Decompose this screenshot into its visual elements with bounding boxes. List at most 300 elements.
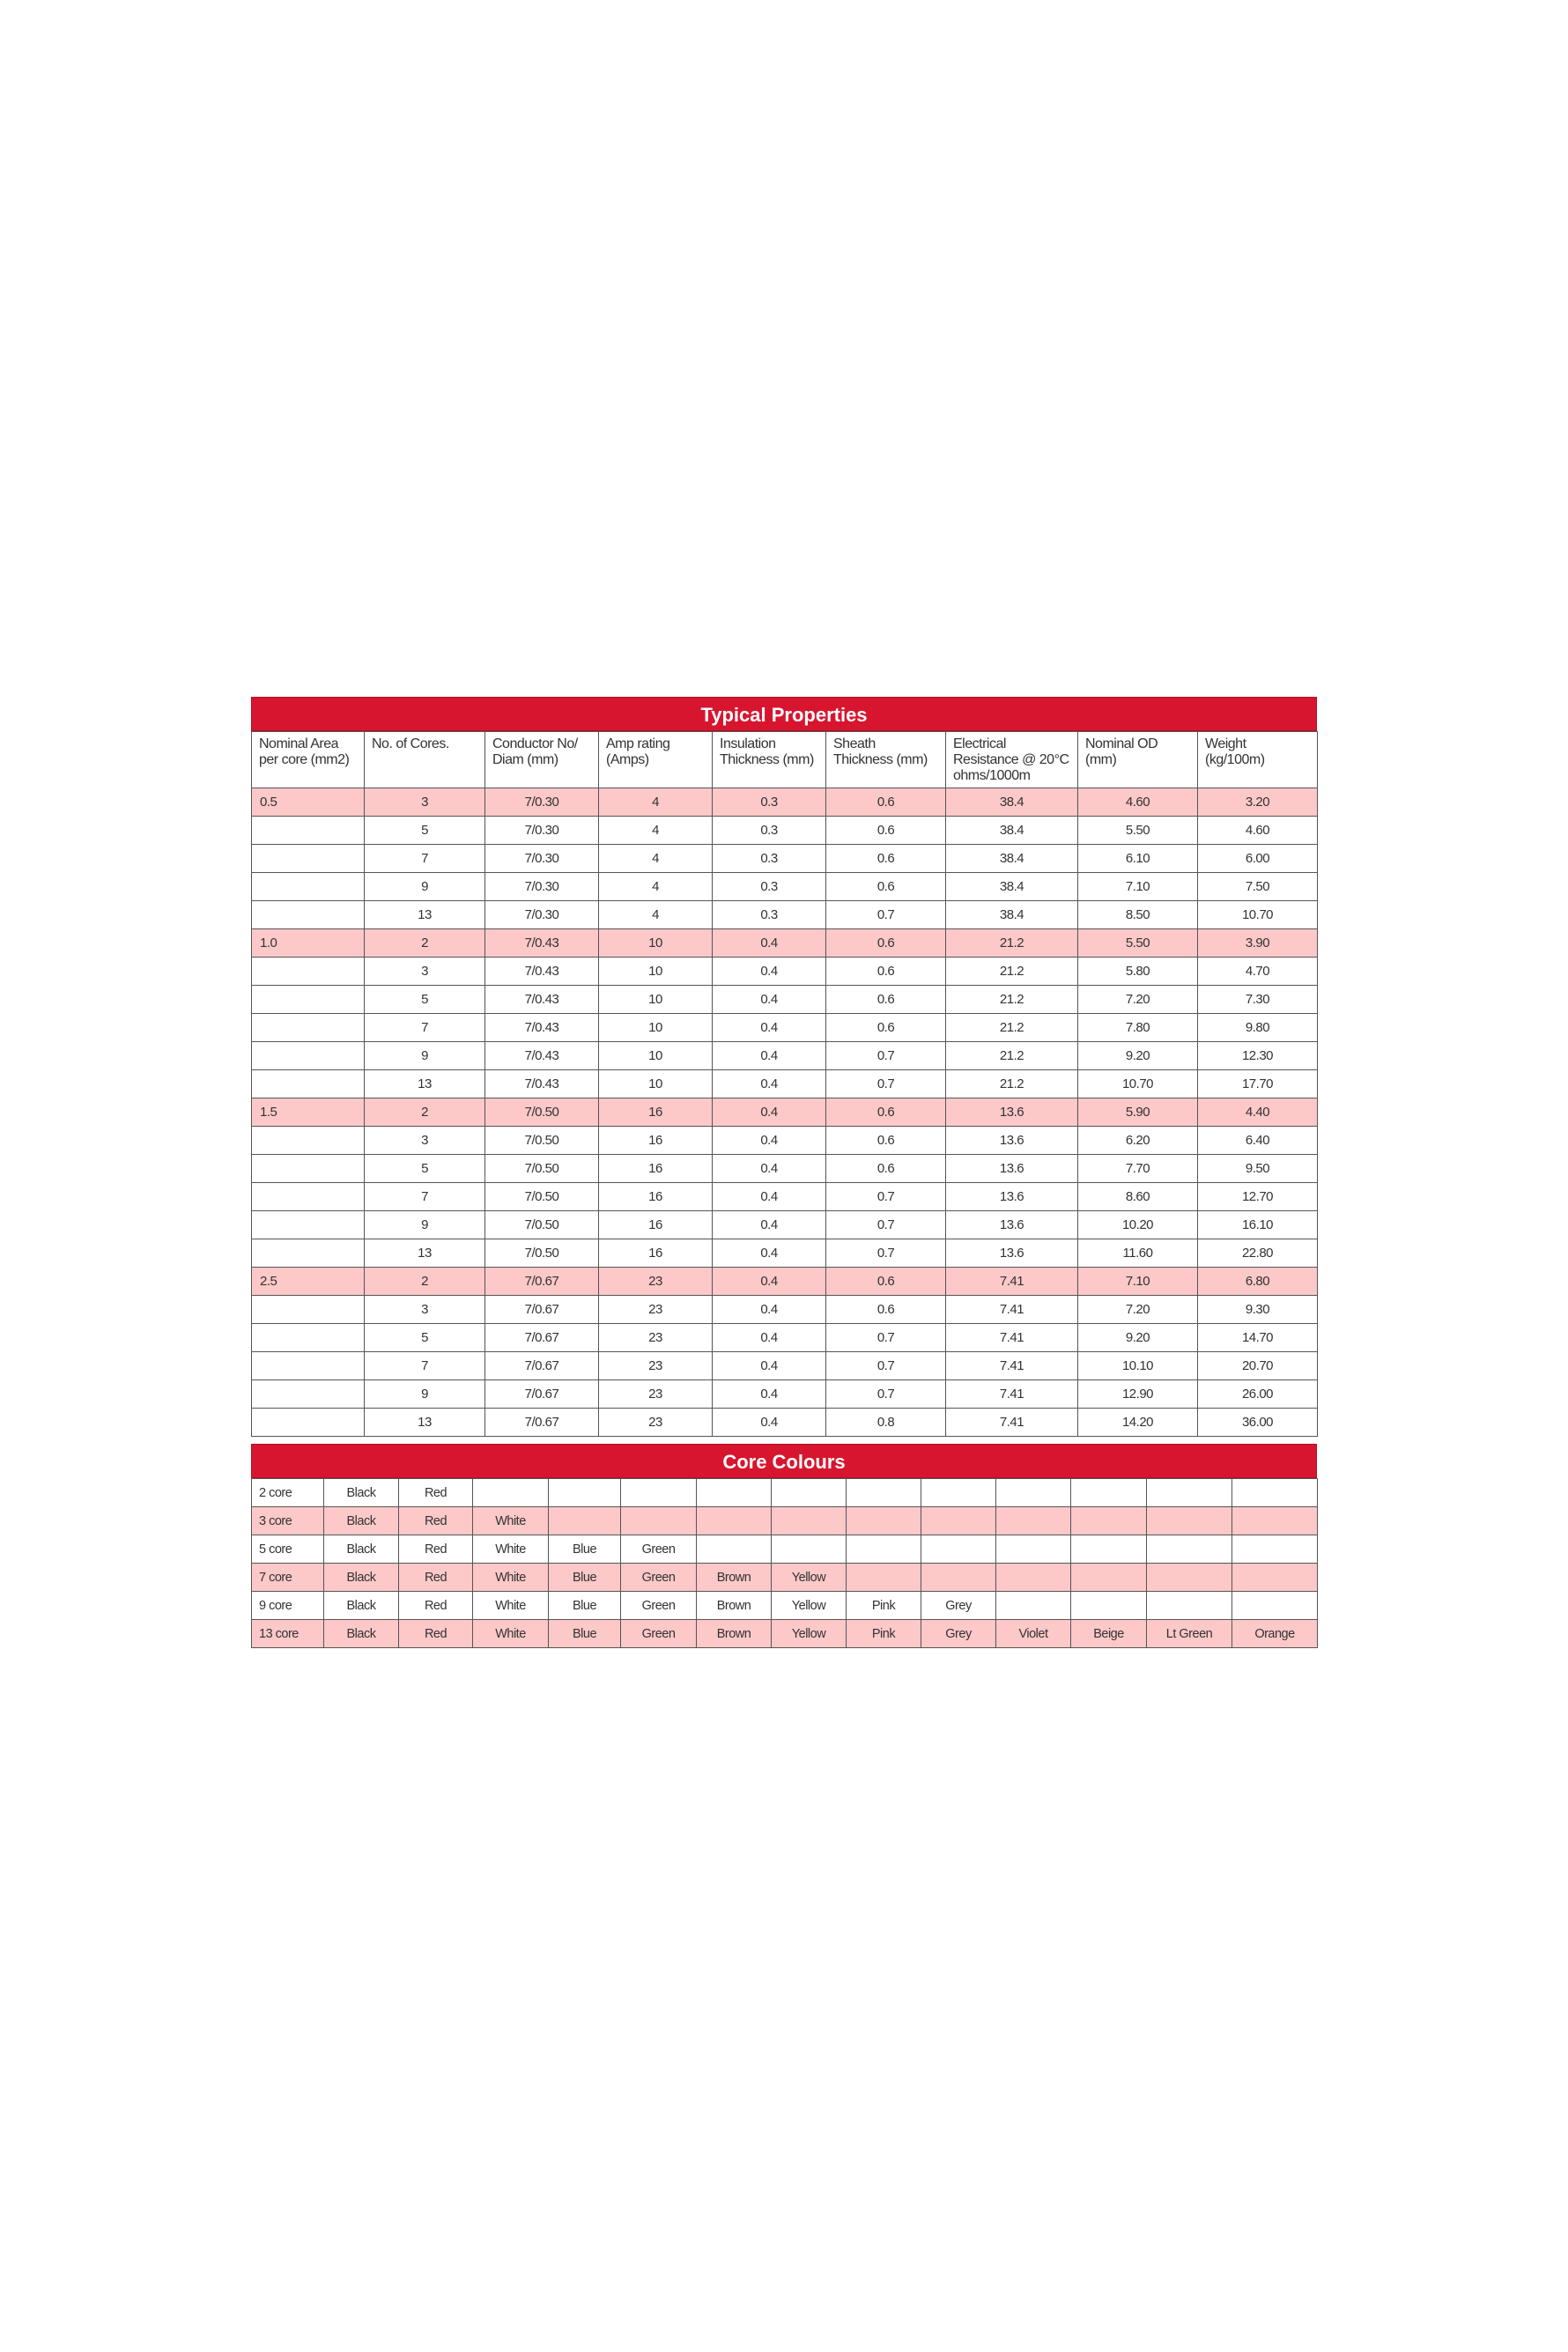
table-cell: 7 [365,1014,485,1042]
table-cell [252,958,365,986]
core-count-label: 7 core [252,1564,324,1592]
table-cell: 38.4 [946,845,1078,873]
table-cell: 7.70 [1078,1155,1198,1183]
table-cell: 13.6 [946,1183,1078,1211]
table-cell: 7.10 [1078,873,1198,901]
table-cell: 7.41 [946,1296,1078,1324]
colour-cell [847,1535,921,1564]
column-header [946,732,1078,788]
table-cell: 0.3 [713,817,826,845]
colour-cell: Brown [697,1592,772,1620]
table-cell: 9.80 [1198,1014,1318,1042]
table-cell: 11.60 [1078,1239,1198,1268]
table-cell [252,873,365,901]
table-cell: 6.20 [1078,1127,1198,1155]
table-cell [252,901,365,929]
colour-cell [1147,1507,1232,1535]
column-header-line: Thickness (mm) [833,752,928,767]
table-row [252,958,1318,986]
table-cell: 0.6 [826,1268,946,1296]
column-header-line: Nominal OD [1085,736,1158,751]
table-cell: 23 [599,1296,713,1324]
table-cell: 7.41 [946,1324,1078,1352]
colour-cell [847,1564,921,1592]
core-count-label: 9 core [252,1592,324,1620]
colour-cell: Brown [697,1620,772,1648]
table-cell: 7.41 [946,1380,1078,1409]
colour-cell [996,1535,1071,1564]
core-colours-title: Core Colours [251,1444,1317,1478]
table-cell: 0.4 [713,1352,826,1380]
table-cell: 0.3 [713,873,826,901]
table-cell: 21.2 [946,1014,1078,1042]
colour-cell: Black [324,1564,399,1592]
table-row [252,901,1318,929]
table-cell: 3 [365,1127,485,1155]
colour-cell [772,1507,847,1535]
table-cell: 7/0.50 [485,1239,599,1268]
table-cell: 16 [599,1155,713,1183]
column-header-line: Insulation [720,736,776,751]
table-cell [252,986,365,1014]
table-cell: 0.6 [826,958,946,986]
table-cell: 1.0 [252,929,365,958]
colour-cell: Green [621,1535,697,1564]
table-row [252,1268,1318,1296]
table-cell: 2 [365,1098,485,1127]
table-cell: 0.6 [826,1014,946,1042]
core-count-label: 2 core [252,1479,324,1507]
table-cell: 9 [365,873,485,901]
table-cell: 4.70 [1198,958,1318,986]
table-cell: 22.80 [1198,1239,1318,1268]
table-cell: 7.20 [1078,1296,1198,1324]
colour-cell [473,1479,549,1507]
table-cell: 23 [599,1324,713,1352]
column-header-line: (Amps) [606,752,649,767]
table-cell: 13.6 [946,1155,1078,1183]
table-cell: 5 [365,817,485,845]
table-cell: 4 [599,873,713,901]
colour-cell: Red [399,1592,473,1620]
table-cell: 0.6 [826,1155,946,1183]
table-cell [252,1211,365,1239]
colour-cell [1071,1592,1147,1620]
table-cell: 0.3 [713,788,826,817]
table-cell: 7.30 [1198,986,1318,1014]
table-cell: 0.7 [826,1211,946,1239]
colour-cell: Grey [921,1620,996,1648]
table-cell [252,1127,365,1155]
table-cell: 7/0.43 [485,986,599,1014]
table-cell: 13 [365,1409,485,1437]
table-cell: 0.4 [713,1409,826,1437]
colour-cell: Violet [996,1620,1071,1648]
table-row [252,1014,1318,1042]
table-row [252,1380,1318,1409]
colour-row [252,1592,1318,1620]
table-cell: 7/0.67 [485,1324,599,1352]
colour-cell [1147,1564,1232,1592]
colour-cell: Beige [1071,1620,1147,1648]
table-cell: 0.4 [713,1211,826,1239]
table-row [252,1070,1318,1098]
table-cell: 13.6 [946,1239,1078,1268]
table-cell: 21.2 [946,986,1078,1014]
colour-cell [1147,1592,1232,1620]
table-cell: 0.4 [713,1098,826,1127]
colour-cell [1232,1592,1318,1620]
table-cell: 9 [365,1211,485,1239]
core-count-label: 13 core [252,1620,324,1648]
table-cell [252,1352,365,1380]
table-cell: 7 [365,845,485,873]
colour-cell: Black [324,1479,399,1507]
colour-cell: Blue [549,1564,621,1592]
colour-cell: White [473,1592,549,1620]
table-cell: 4 [599,845,713,873]
table-row [252,929,1318,958]
colour-cell: Black [324,1535,399,1564]
core-count-label: 3 core [252,1507,324,1535]
table-cell: 38.4 [946,817,1078,845]
table-cell: 13 [365,901,485,929]
table-cell: 0.6 [826,873,946,901]
table-cell [252,1183,365,1211]
column-header [1078,732,1198,788]
column-header-line: Nominal Area [259,736,339,751]
table-cell: 6.10 [1078,845,1198,873]
table-cell: 0.4 [713,986,826,1014]
table-cell: 5.80 [1078,958,1198,986]
table-cell: 1.5 [252,1098,365,1127]
colour-cell: Red [399,1564,473,1592]
colour-cell [549,1507,621,1535]
table-cell: 4 [599,817,713,845]
table-cell: 4.40 [1198,1098,1318,1127]
colour-cell [996,1564,1071,1592]
colour-cell [996,1592,1071,1620]
table-cell [252,1324,365,1352]
table-cell: 23 [599,1380,713,1409]
table-cell: 16 [599,1211,713,1239]
colour-cell: Yellow [772,1564,847,1592]
table-cell: 0.4 [713,929,826,958]
table-cell: 13 [365,1239,485,1268]
column-header [826,732,946,788]
header-row [252,732,1318,788]
table-cell: 23 [599,1409,713,1437]
colour-cell [697,1507,772,1535]
table-cell: 2.5 [252,1268,365,1296]
table-cell: 7/0.50 [485,1127,599,1155]
table-cell: 3.90 [1198,929,1318,958]
table-cell: 3 [365,1296,485,1324]
colour-cell [1232,1507,1318,1535]
table-cell: 10.10 [1078,1352,1198,1380]
table-cell: 16.10 [1198,1211,1318,1239]
colour-cell [921,1507,996,1535]
colour-cell: Black [324,1507,399,1535]
table-cell: 4 [599,788,713,817]
table-cell: 7.41 [946,1352,1078,1380]
column-header [365,732,485,788]
colour-cell [621,1479,697,1507]
table-cell: 9.30 [1198,1296,1318,1324]
colour-cell: White [473,1620,549,1648]
table-cell: 0.6 [826,788,946,817]
column-header-line: (kg/100m) [1205,752,1265,767]
table-cell: 0.7 [826,1042,946,1070]
colour-cell [1071,1507,1147,1535]
table-cell: 0.6 [826,1127,946,1155]
table-cell: 3.20 [1198,788,1318,817]
table-cell: 0.7 [826,1324,946,1352]
table-row [252,1155,1318,1183]
table-cell: 38.4 [946,901,1078,929]
table-cell: 5 [365,986,485,1014]
table-cell: 10.70 [1198,901,1318,929]
colour-cell [996,1479,1071,1507]
table-cell: 13.6 [946,1127,1078,1155]
table-cell [252,1042,365,1070]
colour-cell: Yellow [772,1592,847,1620]
colour-cell: Black [324,1620,399,1648]
table-cell: 0.4 [713,1296,826,1324]
table-cell: 7/0.67 [485,1380,599,1409]
table-cell: 3 [365,788,485,817]
table-cell: 36.00 [1198,1409,1318,1437]
colour-cell: White [473,1535,549,1564]
table-cell: 10 [599,986,713,1014]
table-cell: 16 [599,1098,713,1127]
table-cell [252,1409,365,1437]
table-cell: 6.40 [1198,1127,1318,1155]
table-cell: 10.70 [1078,1070,1198,1098]
table-cell: 7/0.30 [485,817,599,845]
table-cell: 21.2 [946,958,1078,986]
table-cell: 12.90 [1078,1380,1198,1409]
table-cell [252,1380,365,1409]
table-cell: 0.3 [713,901,826,929]
table-cell: 10 [599,1070,713,1098]
typical-properties-title: Typical Properties [251,697,1317,731]
table-cell: 7.20 [1078,986,1198,1014]
table-cell: 7.10 [1078,1268,1198,1296]
table-row [252,1296,1318,1324]
colour-cell [549,1479,621,1507]
table-cell: 0.6 [826,817,946,845]
colour-cell [996,1507,1071,1535]
colour-cell [921,1564,996,1592]
colour-cell: Yellow [772,1620,847,1648]
table-row [252,873,1318,901]
table-cell [252,1239,365,1268]
table-cell: 7/0.30 [485,788,599,817]
colour-row [252,1620,1318,1648]
table-cell [252,1296,365,1324]
colour-cell: Green [621,1620,697,1648]
table-cell: 13.6 [946,1098,1078,1127]
table-row [252,1409,1318,1437]
table-cell: 2 [365,929,485,958]
table-cell: 0.4 [713,1155,826,1183]
properties-body [252,788,1318,1437]
table-cell: 10 [599,1042,713,1070]
table-cell: 0.4 [713,1380,826,1409]
colour-cell: White [473,1507,549,1535]
table-cell: 7/0.67 [485,1409,599,1437]
table-cell: 8.60 [1078,1183,1198,1211]
colour-row [252,1507,1318,1535]
table-cell: 9.20 [1078,1042,1198,1070]
table-cell: 16 [599,1183,713,1211]
column-header-line: per core (mm2) [259,752,350,767]
colour-cell: Lt Green [1147,1620,1232,1648]
table-cell: 0.4 [713,1042,826,1070]
table-cell: 7/0.43 [485,1042,599,1070]
colour-cell [1232,1479,1318,1507]
colour-cell: Red [399,1479,473,1507]
table-cell: 13.6 [946,1211,1078,1239]
table-cell: 14.20 [1078,1409,1198,1437]
table-cell: 0.4 [713,958,826,986]
table-cell: 16 [599,1127,713,1155]
colour-cell: Pink [847,1592,921,1620]
colour-cell: Brown [697,1564,772,1592]
table-cell: 0.7 [826,1239,946,1268]
table-cell [252,845,365,873]
table-row [252,1127,1318,1155]
table-cell: 7/0.50 [485,1183,599,1211]
colour-cell [697,1479,772,1507]
table-cell: 10 [599,929,713,958]
table-cell: 21.2 [946,1042,1078,1070]
colour-cell [847,1479,921,1507]
table-cell: 7/0.43 [485,958,599,986]
column-header-line: Diam (mm) [492,752,558,767]
table-cell: 5.90 [1078,1098,1198,1127]
table-cell [252,1070,365,1098]
column-header-line: No. of Cores. [372,736,449,751]
colour-cell [772,1479,847,1507]
column-header-line: Resistance @ 20°C [953,752,1069,767]
table-cell: 5 [365,1324,485,1352]
table-cell: 14.70 [1198,1324,1318,1352]
table-row [252,1239,1318,1268]
colour-cell: Blue [549,1535,621,1564]
colour-row [252,1564,1318,1592]
colour-cell [772,1535,847,1564]
table-cell: 4.60 [1198,817,1318,845]
table-cell: 0.7 [826,901,946,929]
table-cell: 0.3 [713,845,826,873]
table-row [252,986,1318,1014]
table-cell: 0.6 [826,845,946,873]
table-cell: 21.2 [946,929,1078,958]
table-cell: 9 [365,1042,485,1070]
table-cell: 5.50 [1078,929,1198,958]
table-cell: 9.50 [1198,1155,1318,1183]
colour-cell: Red [399,1507,473,1535]
table-cell: 7/0.67 [485,1352,599,1380]
table-cell: 17.70 [1198,1070,1318,1098]
column-header-line: Electrical [953,736,1006,751]
table-cell: 23 [599,1268,713,1296]
colours-body [252,1479,1318,1648]
table-cell: 0.6 [826,986,946,1014]
table-row [252,1098,1318,1127]
table-cell: 8.50 [1078,901,1198,929]
table-cell [252,1014,365,1042]
column-header-line: Sheath [833,736,876,751]
table-row [252,817,1318,845]
colour-cell [1147,1535,1232,1564]
colour-cell: Pink [847,1620,921,1648]
colour-cell [921,1479,996,1507]
table-cell: 7.50 [1198,873,1318,901]
table-cell: 6.80 [1198,1268,1318,1296]
table-cell: 7.80 [1078,1014,1198,1042]
table-cell: 26.00 [1198,1380,1318,1409]
table-cell: 0.5 [252,788,365,817]
table-cell: 0.7 [826,1380,946,1409]
table-cell: 0.4 [713,1324,826,1352]
table-cell: 0.4 [713,1268,826,1296]
table-cell: 12.30 [1198,1042,1318,1070]
column-header-line: ohms/1000m [953,768,1031,783]
column-header-line: Amp rating [606,736,670,751]
table-cell: 4.60 [1078,788,1198,817]
table-cell: 7/0.50 [485,1098,599,1127]
table-cell: 0.4 [713,1070,826,1098]
table-cell: 0.7 [826,1070,946,1098]
core-colours-table [251,1478,1318,1648]
table-cell: 12.70 [1198,1183,1318,1211]
colour-cell: Red [399,1620,473,1648]
cable-spec-sheet [251,697,1317,1648]
table-row [252,845,1318,873]
colour-cell: Orange [1232,1620,1318,1648]
table-cell: 7/0.43 [485,1070,599,1098]
core-count-label: 5 core [252,1535,324,1564]
table-row [252,788,1318,817]
table-cell: 7 [365,1352,485,1380]
table-cell: 3 [365,958,485,986]
colour-cell [1071,1564,1147,1592]
table-row [252,1352,1318,1380]
table-cell: 10 [599,958,713,986]
table-cell: 10 [599,1014,713,1042]
colour-cell [1071,1535,1147,1564]
colour-row [252,1479,1318,1507]
table-cell: 6.00 [1198,845,1318,873]
table-cell: 21.2 [946,1070,1078,1098]
colour-cell: White [473,1564,549,1592]
table-cell: 0.4 [713,1239,826,1268]
table-cell: 4 [599,901,713,929]
table-cell: 7/0.43 [485,1014,599,1042]
table-cell: 16 [599,1239,713,1268]
table-row [252,1211,1318,1239]
table-cell: 7/0.67 [485,1268,599,1296]
colour-cell: Black [324,1592,399,1620]
colour-cell [621,1507,697,1535]
table-cell: 0.6 [826,1098,946,1127]
colour-cell [1232,1535,1318,1564]
column-header [1198,732,1318,788]
colour-cell [847,1507,921,1535]
